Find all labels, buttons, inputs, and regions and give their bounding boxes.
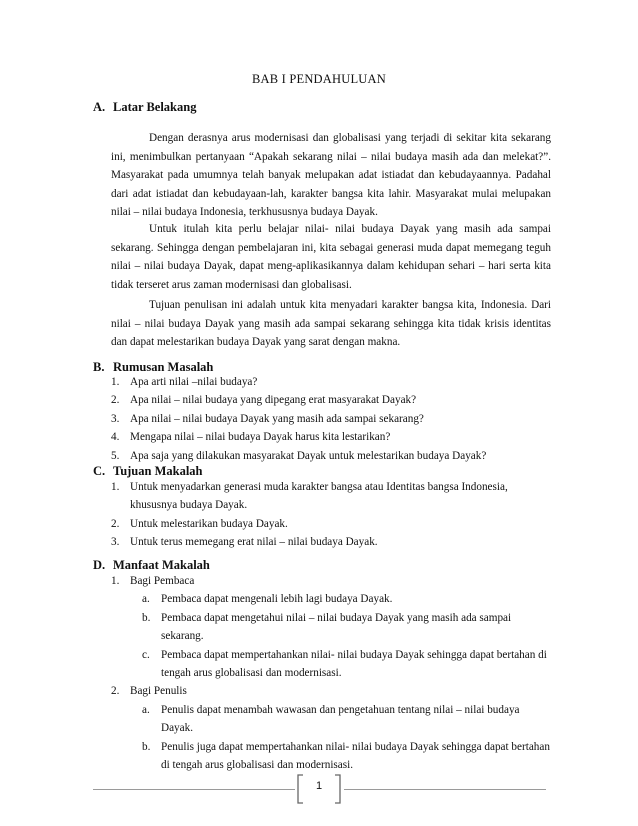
section-title: Tujuan Makalah (113, 464, 203, 478)
section-letter: D. (93, 558, 106, 572)
section-letter: B. (93, 360, 105, 374)
sublist (142, 701, 551, 775)
section-title: Latar Belakang (113, 100, 197, 114)
section-a-heading (93, 100, 196, 115)
page-number: 1 (315, 780, 323, 792)
list-item: 1. Bagi Pembaca a. Pembaca dapat mengenali lebih lagi budaya Dayak. b. Pembaca dapat mengetahui nilai – nilai budaya Dayak yang masih ada sampai sekarang. c. Pembaca dapat mempertahankan nilai- nilai budaya Dayak sehingga dapat bertahan di tengah arus globalisasi dan modernisasi. (111, 572, 551, 682)
list-item: 5. Apa saja yang dilakukan masyarakat Dayak untuk melestarikan budaya Dayak? (111, 449, 487, 462)
section-c-heading (93, 464, 203, 479)
sublist-item: c. Pembaca dapat mempertahankan nilai- nilai budaya Dayak sehingga dapat bertahan di tengah arus globalisasi dan modernisasi. (142, 648, 547, 680)
list-item: 3. Apa nilai – nilai budaya Dayak yang masih ada sampai sekarang? (111, 412, 424, 425)
list-item: 1. Apa arti nilai –nilai budaya? (111, 376, 258, 388)
sublist-item: a. Penulis dapat menambah wawasan dan pengetahuan tentang nilai – nilai budaya Dayak. (142, 703, 520, 735)
section-letter: C. (93, 464, 106, 478)
problem-list (111, 373, 551, 465)
sublist-item: a. Pembaca dapat mengenali lebih lagi budaya Dayak. (142, 593, 393, 606)
chapter-title: BAB I PENDAHULUAN (252, 72, 386, 86)
footer-rule-right (344, 789, 546, 790)
section-d-heading (93, 558, 210, 573)
paragraph-2: Untuk itulah kita perlu belajar nilai- nilai budaya Dayak yang masih ada sampai sekarang. Sehingga dengan pembelajaran ini, kita sebagai generasi muda dapat memegang teguh nilai – nilai budaya Dayak, dapat meng-aplikasikannya dalam kehidupan sehari – hari serta kita tidak terseret arus zaman modernisasi dan globalisasi. (111, 223, 551, 291)
paragraph-1: Dengan derasnya arus modernisasi dan globalisasi yang terjadi di sekitar kita sekarang ini, menimbulkan pertanyaan “Apakah sekarang nilai – nilai budaya masih ada dan melekat?”. Masyarakat pada umumnya telah banyak melupakan adat istiadat dan kebudayaannya. Padahal dari adat istiadat dan kebudayaan-lah, karakter bangsa kita lahir. Masyarakat mulai melupakan nilai – nilai budaya Indonesia, terkhususnya budaya Dayak. (111, 132, 551, 218)
list-item: 1. Untuk menyadarkan generasi muda karakter bangsa atau Identitas bangsa Indonesia, khususnya budaya Dayak. (111, 481, 508, 512)
sublist (142, 590, 551, 682)
list-item: 2. Apa nilai – nilai budaya yang dipegang erat masyarakat Dayak? (111, 394, 417, 407)
list-item: 3. Untuk terus memegang erat nilai – nilai budaya Dayak. (111, 536, 378, 549)
section-letter: A. (93, 100, 106, 114)
objective-list (111, 478, 551, 552)
section-title: Manfaat Makalah (113, 558, 210, 572)
section-title: Rumusan Masalah (113, 360, 214, 374)
paragraph-3: Tujuan penulisan ini adalah untuk kita menyadari karakter bangsa kita, Indonesia. Dari nilai – nilai budaya Dayak yang masih ada sampai sekarang sehingga kita tidak krisis identitas dan dapat melestarikan budaya Dayak yang sarat dengan makna. (111, 299, 551, 348)
benefit-list (111, 572, 551, 774)
sublist-item: b. Pembaca dapat mengetahui nilai – nilai budaya Dayak yang masih ada sampai sekarang. (142, 611, 512, 643)
list-item: 2. Bagi Penulis a. Penulis dapat menambah wawasan dan pengetahuan tentang nilai – nilai budaya Dayak. b. Penulis juga dapat mempertahankan nilai- nilai budaya Dayak sehingga dapat bertahan di tengah arus globalisasi dan modernisasi. (111, 682, 551, 774)
sublist-item: b. Penulis juga dapat mempertahankan nilai- nilai budaya Dayak sehingga dapat bertahan di tengah arus globalisasi dan modernisasi. (142, 740, 550, 772)
list-item: 4. Mengapa nilai – nilai budaya Dayak harus kita lestarikan? (111, 431, 391, 444)
footer-rule-left (93, 789, 295, 790)
list-item: 2. Untuk melestarikan budaya Dayak. (111, 517, 288, 530)
